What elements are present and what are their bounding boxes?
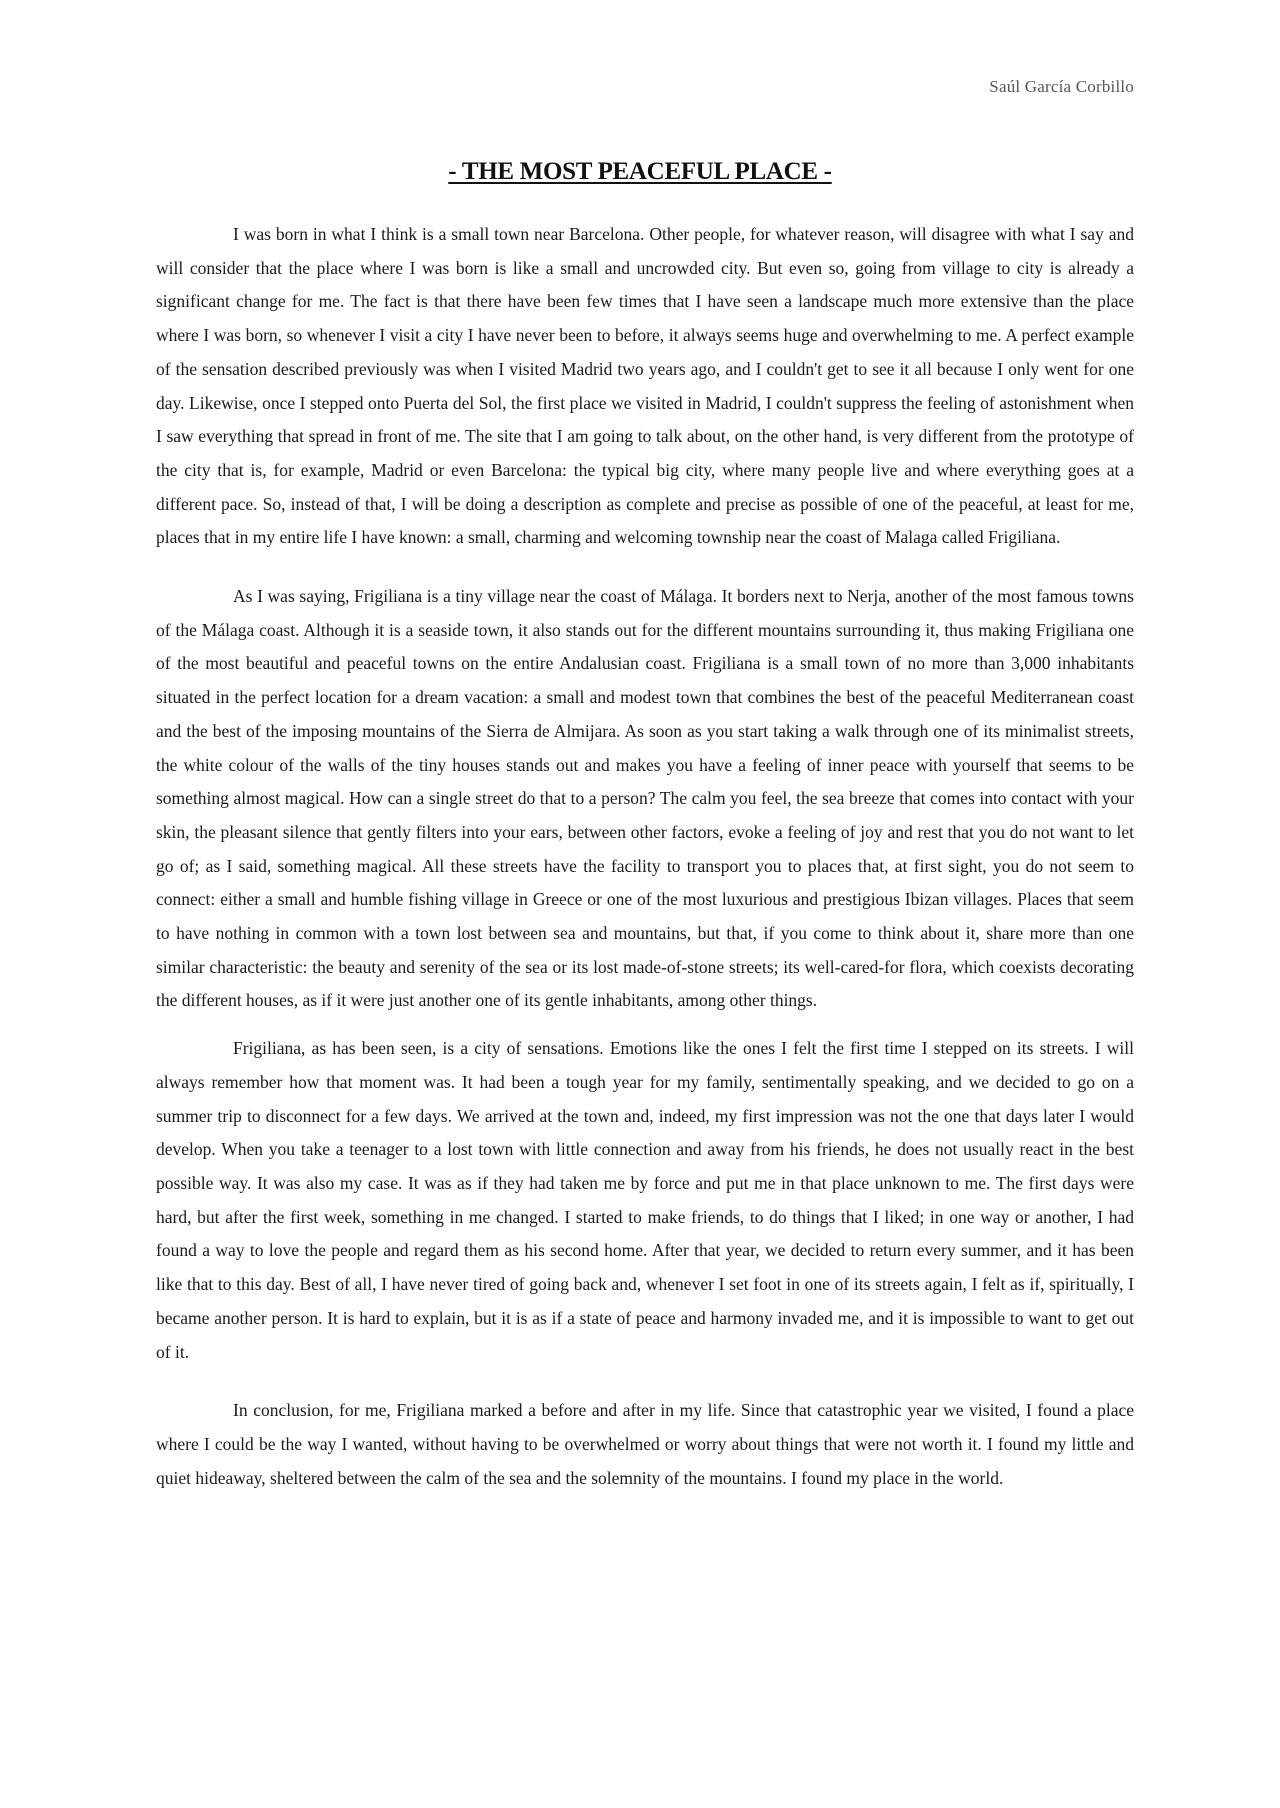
paragraph-1: I was born in what I think is a small town near Barcelona. Other people, for whatever reason, will disagree with what I say and will consider that the place where I was born is like a small and uncrowded city. But even so, going from village to city is already a significant change for me. The fact is that there have been few times that I have seen a landscape much more extensive than the place where I was born, so whenever I visit a city I have never been to before, it always seems huge and overwhelming to me. A perfect example of the sensation described previously was when I visited Madrid two years ago, and I couldn't get to see it all because I only went for one day. Likewise, once I stepped onto Puerta del Sol, the first place we visited in Madrid, I couldn't suppress the feeling of astonishment when I saw everything that spread in front of me. The site that I am going to talk about, on the other hand, is very different from the prototype of the city that is, for example, Madrid or even Barcelona: the typical big city, where many people live and where everything goes at a different pace. So, instead of that, I will be doing a description as complete and precise as possible of one of the peaceful, at least for me, places that in my entire life I have known: a small, charming and welcoming township near the coast of Malaga called Frigiliana. — [156, 224, 1134, 548]
paragraph-2: As I was saying, Frigiliana is a tiny village near the coast of Málaga. It borders next to Nerja, another of the most famous towns of the Málaga coast. Although it is a seaside town, it also stands out for the different mountains surrounding it, thus making Frigiliana one of the most beautiful and peaceful towns on the entire Andalusian coast. Frigiliana is a small town of no more than 3,000 inhabitants situated in the perfect location for a dream vacation: a small and modest town that combines the best of the peaceful Mediterranean coast and the best of the imposing mountains of the Sierra de Almijara. As soon as you start taking a walk through one of its minimalist streets, the white colour of the walls of the tiny houses stands out and makes you have a feeling of inner peace with yourself that seems to be something almost magical. How can a single street do that to a person? The calm you feel, the sea breeze that comes into contact with your skin, the pleasant silence that gently filters into your ears, between other factors, evoke a feeling of joy and rest that you do not want to let go of; as I said, something magical. All these streets have the facility to transport you to places that, at first sight, you do not seem to connect: either a small and humble fishing village in Greece or one of the most luxurious and prestigious Ibizan villages. Places that seem to have nothing in common with a town lost between sea and mountains, but that, if you come to think about it, share more than one similar characteristic: the beauty and serenity of the sea or its lost made-of-stone streets; its well-cared-for flora, which coexists decorating the different houses, as if it were just another one of its gentle inhabitants, among other things. — [156, 586, 1134, 1011]
paragraph-4: In conclusion, for me, Frigiliana marked a before and after in my life. Since that catastrophic year we visited, I found a place where I could be the way I wanted, without having to be overwhelmed or worry about things that were not worth it. I found my little and quiet hideaway, sheltered between the calm of the sea and the solemnity of the mountains. I found my place in the world. — [156, 1400, 1134, 1488]
author-name: Saúl García Corbillo — [989, 77, 1134, 96]
paragraph-3: Frigiliana, as has been seen, is a city of sensations. Emotions like the ones I felt the first time I stepped on its streets. I will always remember how that moment was. It had been a tough year for my family, sentimentally speaking, and we decided to go on a summer trip to disconnect for a few days. We arrived at the town and, indeed, my first impression was not the one that days later I would develop. When you take a teenager to a lost town with little connection and away from his friends, he does not usually react in the best possible way. It was also my case. It was as if they had taken me by force and put me in that place unknown to me. The first days were hard, but after the first week, something in me changed. I started to make friends, to do things that I liked; in one way or another, I had found a way to love the people and regard them as his second home. After that year, we decided to return every summer, and it has been like that to this day. Best of all, I have never tired of going back and, whenever I set foot in one of its streets again, I felt as if, spiritually, I became another person. It is hard to explain, but it is as if a state of peace and harmony invaded me, and it is impossible to want to get out of it. — [156, 1038, 1134, 1362]
document-body — [156, 218, 1134, 1495]
document-title: - THE MOST PEACEFUL PLACE - — [448, 158, 832, 185]
